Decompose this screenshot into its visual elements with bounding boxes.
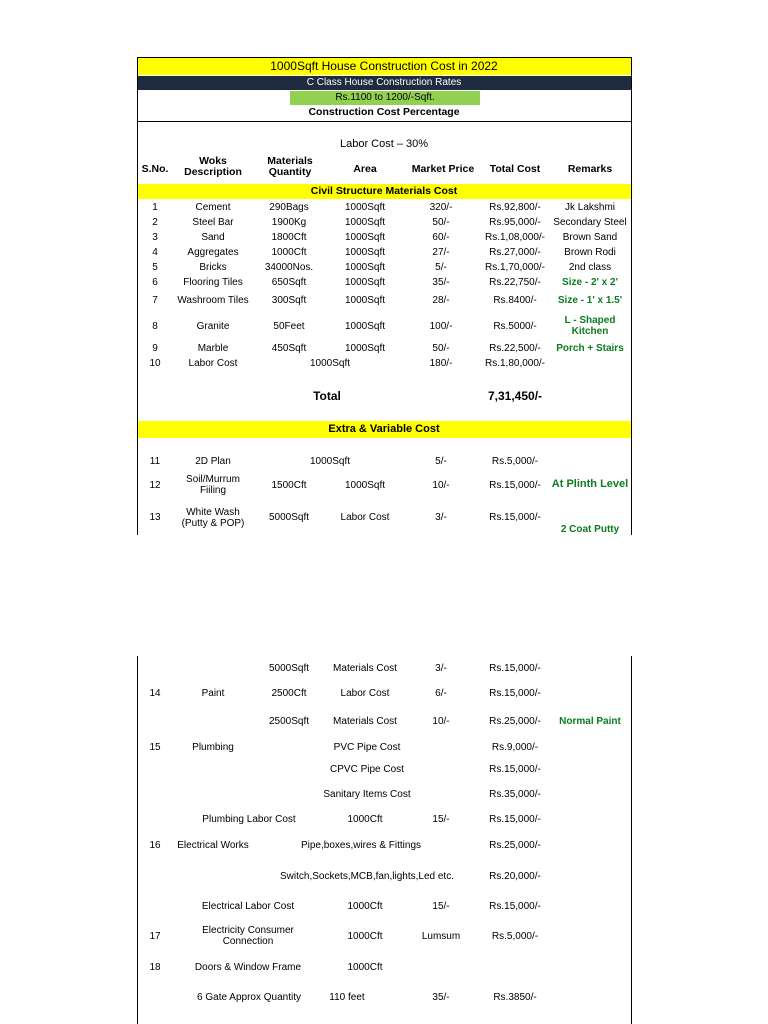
section-heading: Construction Cost Percentage (308, 106, 460, 118)
total: Rs.5,000/- (491, 931, 539, 942)
desc: Granite (196, 321, 230, 332)
sno: 1 (152, 202, 158, 213)
price: 5/- (435, 262, 447, 273)
total: Rs.15,000/- (489, 814, 541, 825)
price: 35/- (432, 992, 450, 1003)
civil-section-title: Civil Structure Materials Cost (310, 185, 458, 197)
col-price: Market Price (411, 163, 475, 175)
remarks: Normal Paint (559, 716, 621, 727)
qty: 5000Sqft (268, 663, 310, 674)
area: 1000Sqft (344, 343, 386, 354)
remarks: At Plinth Level (551, 478, 629, 490)
price: 60/- (432, 232, 450, 243)
total: Rs.15,000/- (489, 663, 541, 674)
labor-note: Labor Cost – 30% (339, 138, 429, 150)
sno: 6 (152, 277, 158, 288)
total: Rs.22,500/- (489, 343, 541, 354)
total-value: 7,31,450/- (487, 389, 543, 403)
sno: 16 (149, 840, 161, 851)
price: 15/- (432, 814, 450, 825)
sno: 5 (152, 262, 158, 273)
right-border (631, 57, 632, 535)
qty: 110 feet (329, 992, 365, 1003)
total: Rs.5,000/- (491, 456, 539, 467)
page-title: 1000Sqft House Construction Cost in 2022 (270, 59, 498, 73)
sno: 14 (149, 688, 161, 699)
desc: Plumbing Labor Cost (202, 814, 296, 825)
remarks: Brown Sand (562, 232, 618, 243)
total: Rs.35,000/- (489, 789, 541, 800)
total: Rs.1,70,000/- (484, 262, 546, 273)
qty: 2500Cft (271, 688, 307, 699)
sno: 7 (152, 295, 158, 306)
qty: 1800Cft (271, 232, 307, 243)
remarks: L - Shaped Kitchen (564, 315, 616, 337)
desc: Aggregates (187, 247, 239, 258)
area: 1000Sqft (344, 321, 386, 332)
desc: Flooring Tiles (183, 277, 243, 288)
total: Rs.92,800/- (489, 202, 541, 213)
area: 1000Sqft (344, 262, 386, 273)
page-subtitle: C Class House Construction Rates (306, 77, 462, 88)
area: 1000Sqft (344, 295, 386, 306)
col-sno: S.No. (141, 163, 169, 175)
total: Rs.20,000/- (489, 871, 541, 882)
sno: 15 (149, 742, 161, 753)
sno: 8 (152, 321, 158, 332)
price: 6/- (435, 688, 447, 699)
area: 1000Cft (347, 931, 383, 942)
area: Labor Cost (340, 688, 390, 699)
total: Rs.1,80,000/- (484, 358, 546, 369)
qty: 450Sqft (271, 343, 307, 354)
total: Rs.25,000/- (489, 716, 541, 727)
area: Sanitary Items Cost (323, 789, 411, 800)
desc: Sand (201, 232, 225, 243)
sno: 18 (149, 962, 161, 973)
total: Rs.22,750/- (489, 277, 541, 288)
qty: 1900Kg (271, 217, 307, 228)
remarks: Size - 2' x 2' (562, 277, 618, 288)
price: 3/- (435, 512, 447, 523)
area: 1000Sqft (309, 358, 351, 369)
qty: 1000Cft (271, 247, 307, 258)
remarks: Secondary Steel (553, 217, 627, 228)
left-border (137, 656, 138, 1024)
col-qty: Materials Quantity (267, 155, 313, 178)
desc: 6 Gate Approx Quantity (197, 992, 301, 1003)
total: Rs.3850/- (493, 992, 537, 1003)
total: Rs.15,000/- (489, 512, 541, 523)
price: 3/- (435, 663, 447, 674)
col-area: Area (353, 163, 377, 175)
price: 50/- (432, 343, 450, 354)
qty: 2500Sqft (268, 716, 310, 727)
total: Rs.27,000/- (489, 247, 541, 258)
total: Rs.15,000/- (489, 688, 541, 699)
desc: Soil/Murrum Fiiling (186, 474, 240, 496)
area: Materials Cost (333, 716, 397, 727)
area: 1000Sqft (309, 456, 351, 467)
qty: 5000Sqft (268, 512, 310, 523)
area: Materials Cost (333, 663, 397, 674)
area: 1000Sqft (344, 480, 386, 491)
total: Rs.15,000/- (489, 901, 541, 912)
total: Rs.95,000/- (489, 217, 541, 228)
price: 10/- (432, 716, 450, 727)
remarks: Porch + Stairs (556, 343, 624, 354)
total: Rs.5000/- (493, 321, 537, 332)
price: 50/- (432, 217, 450, 228)
desc: Marble (197, 343, 229, 354)
area: 1000Cft (347, 962, 383, 973)
qty: 1500Cft (271, 480, 307, 491)
sno: 10 (149, 358, 161, 369)
price: Lumsum (421, 931, 461, 942)
sno: 9 (152, 343, 158, 354)
sno: 13 (149, 512, 161, 523)
price: 28/- (432, 295, 450, 306)
remarks: 2nd class (568, 262, 612, 273)
col-desc: Woks Description (184, 155, 242, 178)
area: Labor Cost (340, 512, 390, 523)
desc: Plumbing (192, 742, 234, 753)
col-remarks: Remarks (567, 163, 613, 175)
total: Rs.15,000/- (489, 480, 541, 491)
total-label: Total (313, 389, 341, 403)
desc: 2D Plan (195, 456, 231, 467)
desc: White Wash (Putty & POP) (181, 507, 245, 529)
section-divider (137, 121, 632, 122)
right-border (631, 656, 632, 1024)
total: Rs.25,000/- (489, 840, 541, 851)
price: 10/- (432, 480, 450, 491)
area: Pipe,boxes,wires & Fittings (300, 840, 422, 851)
area: PVC Pipe Cost (333, 742, 401, 753)
area: Switch,Sockets,MCB,fan,lights,Led etc. (280, 871, 454, 882)
qty: 290Bags (269, 202, 309, 213)
price: 180/- (429, 358, 453, 369)
desc: Electricity Consumer Connection (202, 925, 294, 947)
price: 320/- (429, 202, 453, 213)
price: 15/- (432, 901, 450, 912)
total: Rs.8400/- (493, 295, 537, 306)
col-total: Total Cost (489, 163, 541, 175)
desc: Electrical Labor Cost (201, 901, 295, 912)
price: 100/- (429, 321, 453, 332)
desc: Cement (195, 202, 231, 213)
desc: Labor Cost (188, 358, 238, 369)
qty: 300Sqft (271, 295, 307, 306)
desc: Doors & Window Frame (194, 962, 302, 973)
area: 1000Sqft (344, 217, 386, 228)
desc: Steel Bar (192, 217, 234, 228)
total: Rs.15,000/- (489, 764, 541, 775)
sno: 12 (149, 480, 161, 491)
area: 1000Sqft (344, 247, 386, 258)
rate-text: Rs.1100 to 1200/-Sqft. (335, 92, 435, 103)
area: 1000Sqft (344, 277, 386, 288)
remarks: 2 Coat Putty (560, 524, 620, 535)
remarks: Size - 1' x 1.5' (557, 295, 623, 306)
left-border (137, 57, 138, 535)
area: 1000Sqft (344, 232, 386, 243)
sno: 11 (149, 456, 161, 467)
desc: Bricks (199, 262, 227, 273)
price: 5/- (435, 456, 447, 467)
qty: 34000Nos. (264, 262, 314, 273)
price: 27/- (432, 247, 450, 258)
desc: Electrical Works (177, 840, 249, 851)
area: 1000Cft (347, 814, 383, 825)
price: 35/- (432, 277, 450, 288)
area: 1000Cft (347, 901, 383, 912)
area: 1000Sqft (344, 202, 386, 213)
remarks: Brown Rodi (564, 247, 616, 258)
sno: 3 (152, 232, 158, 243)
total: Rs.9,000/- (491, 742, 539, 753)
qty: 50Feet (273, 321, 305, 332)
total: Rs.1,08,000/- (484, 232, 546, 243)
extra-section-title: Extra & Variable Cost (328, 423, 440, 435)
sno: 17 (149, 931, 161, 942)
qty: 650Sqft (271, 277, 307, 288)
sno: 4 (152, 247, 158, 258)
remarks: Jk Lakshmi (564, 202, 616, 213)
sno: 2 (152, 217, 158, 228)
desc: Paint (201, 688, 225, 699)
area: CPVC Pipe Cost (330, 764, 404, 775)
desc: Washroom Tiles (177, 295, 249, 306)
